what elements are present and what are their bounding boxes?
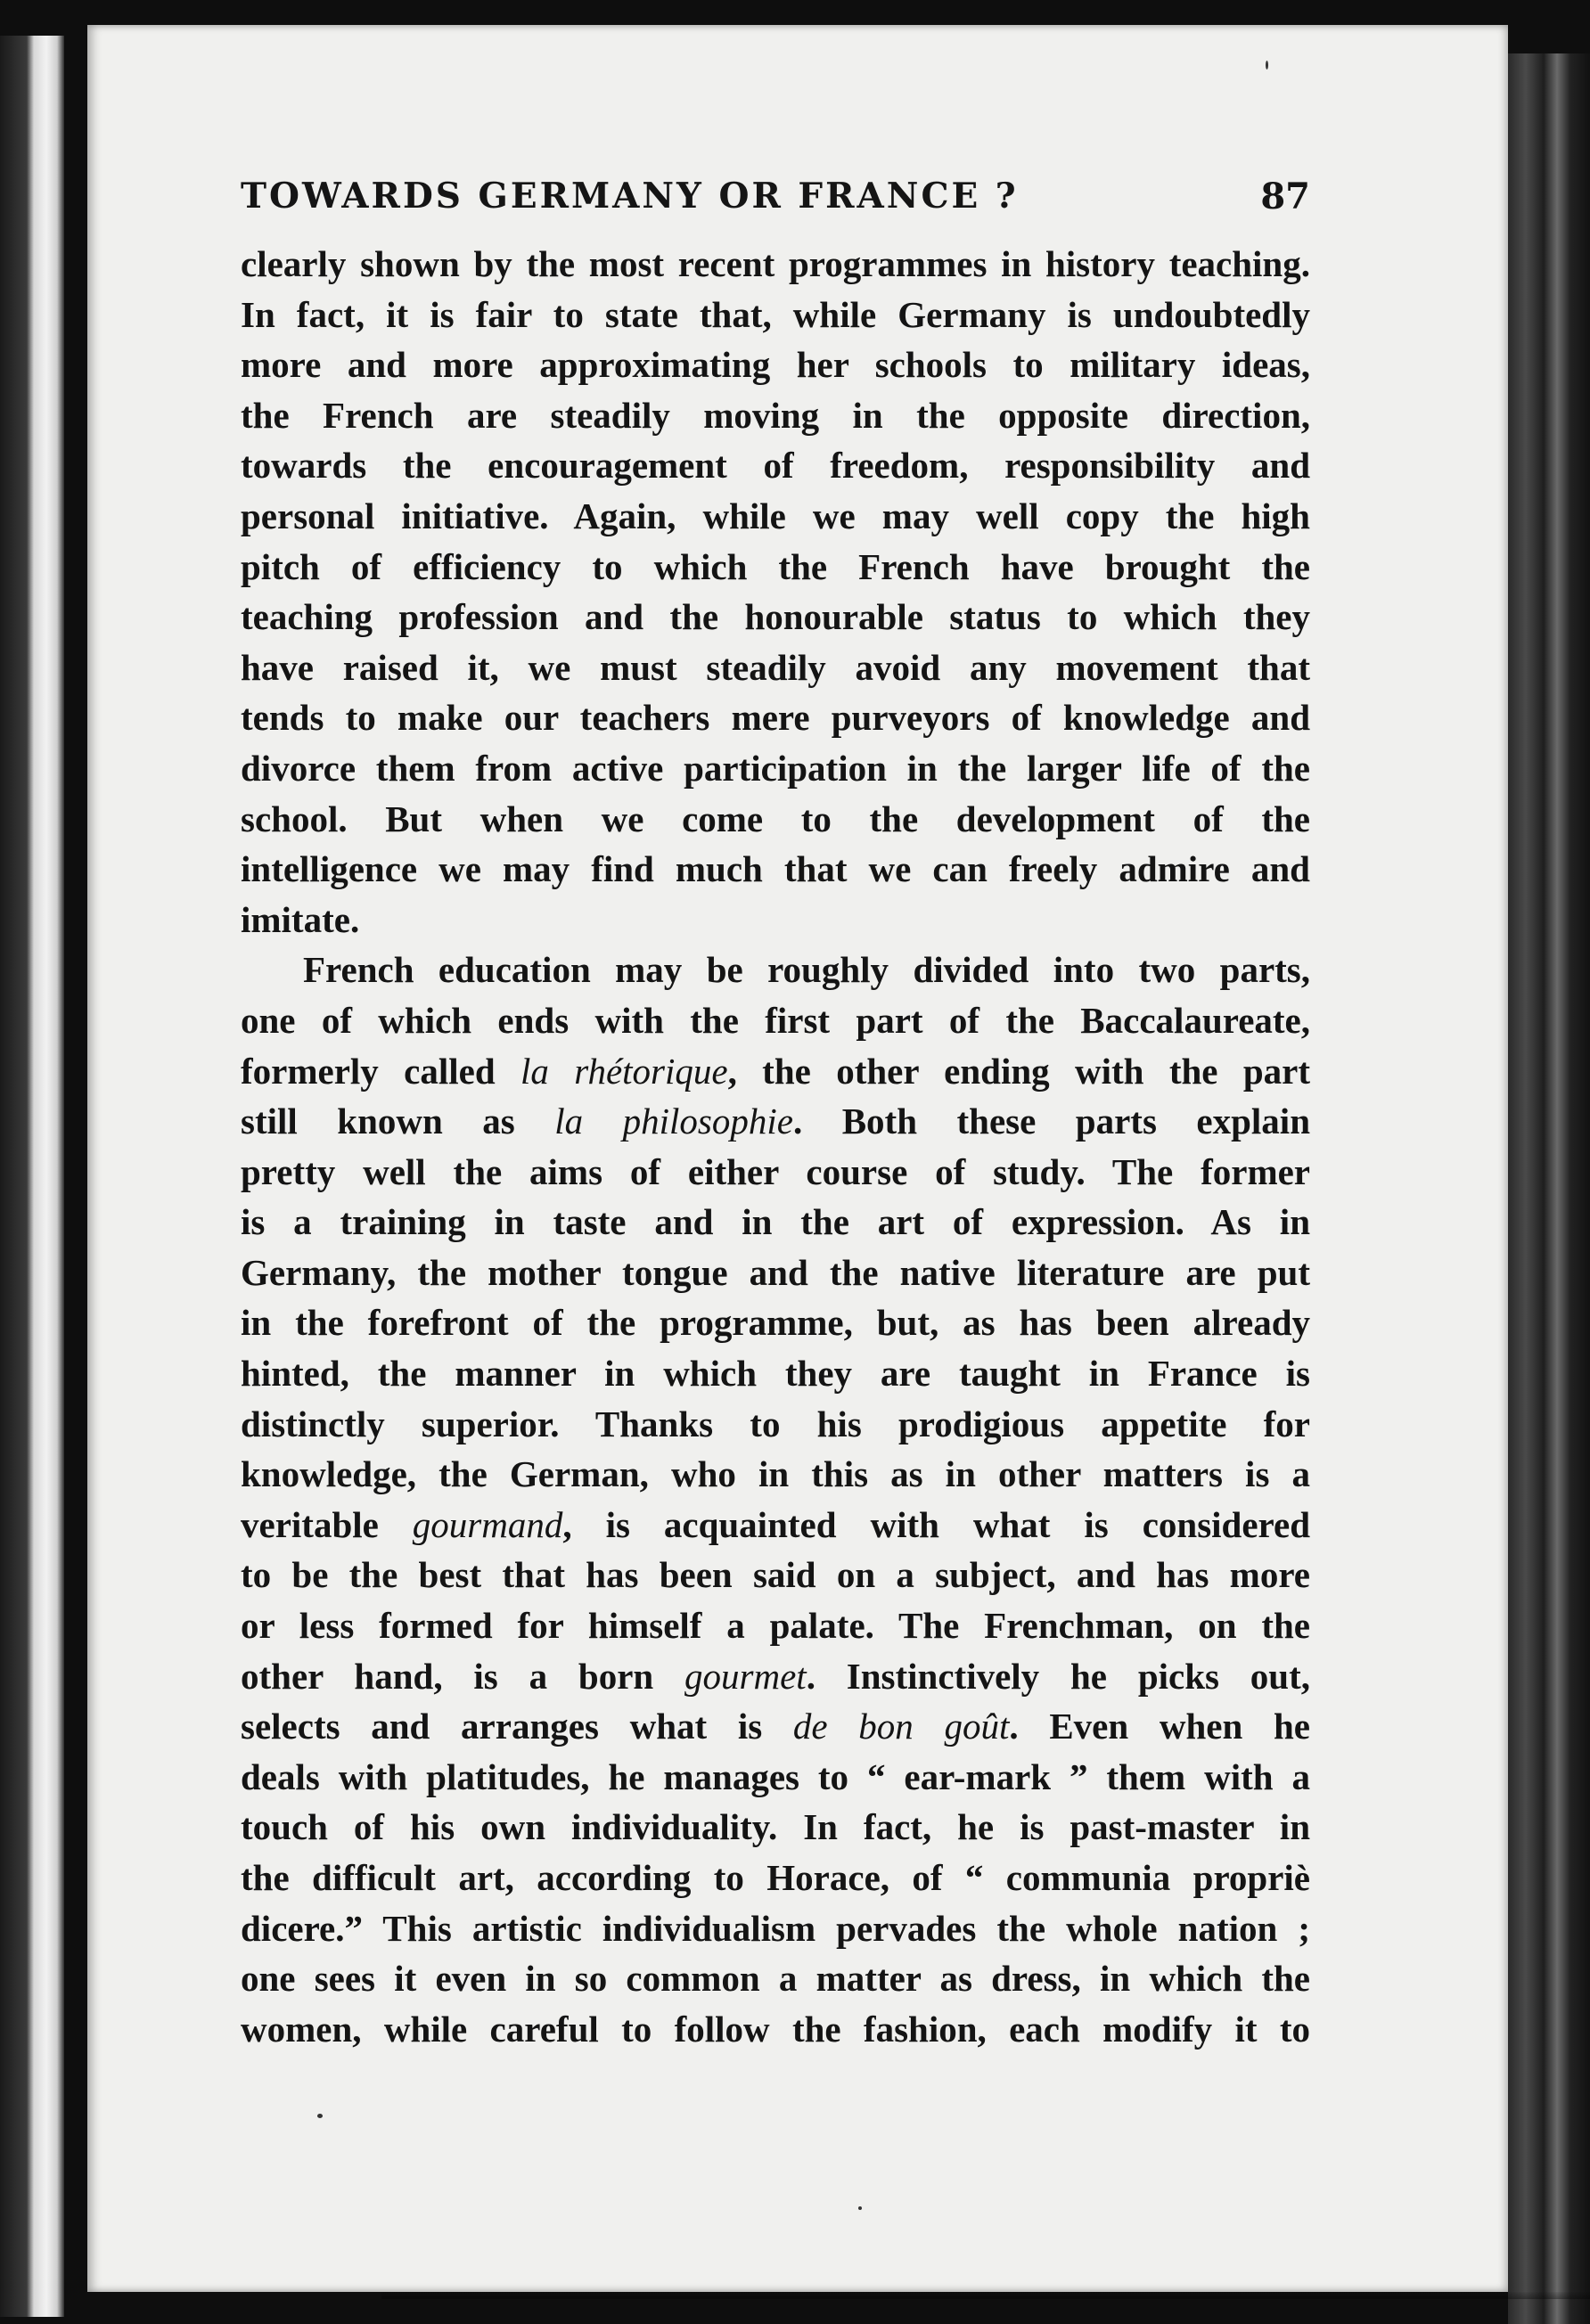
italic-phrase: de bon goût: [792, 1706, 1010, 1747]
page-number: 87: [1260, 175, 1310, 217]
paragraph-end-line: imitate.: [241, 898, 360, 940]
text-line: veritable gourmand, is acquainted with what is considered: [241, 1503, 1310, 1545]
scan-speck: [1266, 61, 1268, 70]
page-header: [241, 165, 1310, 227]
text-line: pitch of efficiency to which the French have brought the: [241, 545, 1310, 587]
italic-phrase: la rhétorique: [520, 1050, 728, 1092]
running-title: TOWARDS GERMANY OR FRANCE ?: [241, 176, 1019, 217]
text-line: formerly called la rhétorique, the other ending with the part: [241, 1050, 1310, 1092]
italic-phrase: la philosophie: [554, 1101, 793, 1142]
text-line: one sees it even in so common a matter as dress, in which the: [241, 1958, 1310, 2000]
text-line: the difficult art, according to Horace, of “ communia propriè: [241, 1857, 1310, 1898]
paragraph-start-line: French education may be roughly divided into two parts,: [303, 949, 1310, 991]
text-line: more and more approximating her schools to military ideas,: [241, 344, 1310, 386]
text-line: one of which ends with the first part of the Baccalaureate,: [241, 999, 1310, 1041]
text-line: other hand, is a born gourmet. Instinctively he picks out,: [241, 1655, 1310, 1697]
text-line: hinted, the manner in which they are taught in France is: [241, 1353, 1310, 1395]
text-line: knowledge, the German, who in this as in other matters is a: [241, 1453, 1310, 1495]
text-line: women, while careful to follow the fashion, each modify it to: [241, 2008, 1310, 2050]
italic-phrase: gourmet: [684, 1655, 807, 1697]
text-line: In fact, it is fair to state that, while Germany is undoubtedly: [241, 293, 1310, 335]
text-line: towards the encouragement of freedom, responsibility and: [241, 445, 1310, 487]
book-fore-edge: [1508, 53, 1590, 2324]
text-line: distinctly superior. Thanks to his prodigious appetite for: [241, 1403, 1310, 1444]
text-line: touch of his own individuality. In fact, he is past-master in: [241, 1806, 1310, 1848]
text-line: Germany, the mother tongue and the native literature are put: [241, 1251, 1310, 1293]
text-line: personal initiative. Again, while we may well copy the high: [241, 495, 1310, 536]
previous-page-edge: [0, 36, 64, 2317]
scan-speck: [317, 2114, 323, 2118]
text-line: teaching profession and the honourable status to which they: [241, 596, 1310, 638]
body-text: [241, 239, 1310, 2054]
text-line: deals with platitudes, he manages to “ ear-mark ” them with a: [241, 1755, 1310, 1797]
italic-phrase: gourmand: [412, 1503, 563, 1545]
text-line: tends to make our teachers mere purveyors of knowledge and: [241, 697, 1310, 739]
text-line: the French are steadily moving in the opposite direction,: [241, 394, 1310, 436]
text-line: to be the best that has been said on a subject, and has more: [241, 1554, 1310, 1596]
text-line: or less formed for himself a palate. The Frenchman, on the: [241, 1605, 1310, 1647]
text-line: have raised it, we must steadily avoid any movement that: [241, 646, 1310, 688]
text-line: pretty well the aims of either course of study. The former: [241, 1150, 1310, 1192]
text-line: divorce them from active participation in the larger life of the: [241, 747, 1310, 789]
text-line: clearly shown by the most recent programmes in history teaching.: [241, 243, 1310, 284]
text-line: in the forefront of the programme, but, as has been already: [241, 1302, 1310, 1344]
text-line: intelligence we may find much that we can freely admire and: [241, 848, 1310, 890]
text-line: still known as la philosophie. Both these parts explain: [241, 1101, 1310, 1142]
text-line: school. But when we come to the development of the: [241, 798, 1310, 839]
page-bottom-shadow: [381, 2292, 1590, 2299]
text-line: is a training in taste and in the art of expression. As in: [241, 1201, 1310, 1243]
text-line: selects and arranges what is de bon goût. Even when he: [241, 1706, 1310, 1747]
scan-speck: [858, 2206, 862, 2210]
text-line: dicere.” This artistic individualism pervades the whole nation ;: [241, 1907, 1310, 1949]
